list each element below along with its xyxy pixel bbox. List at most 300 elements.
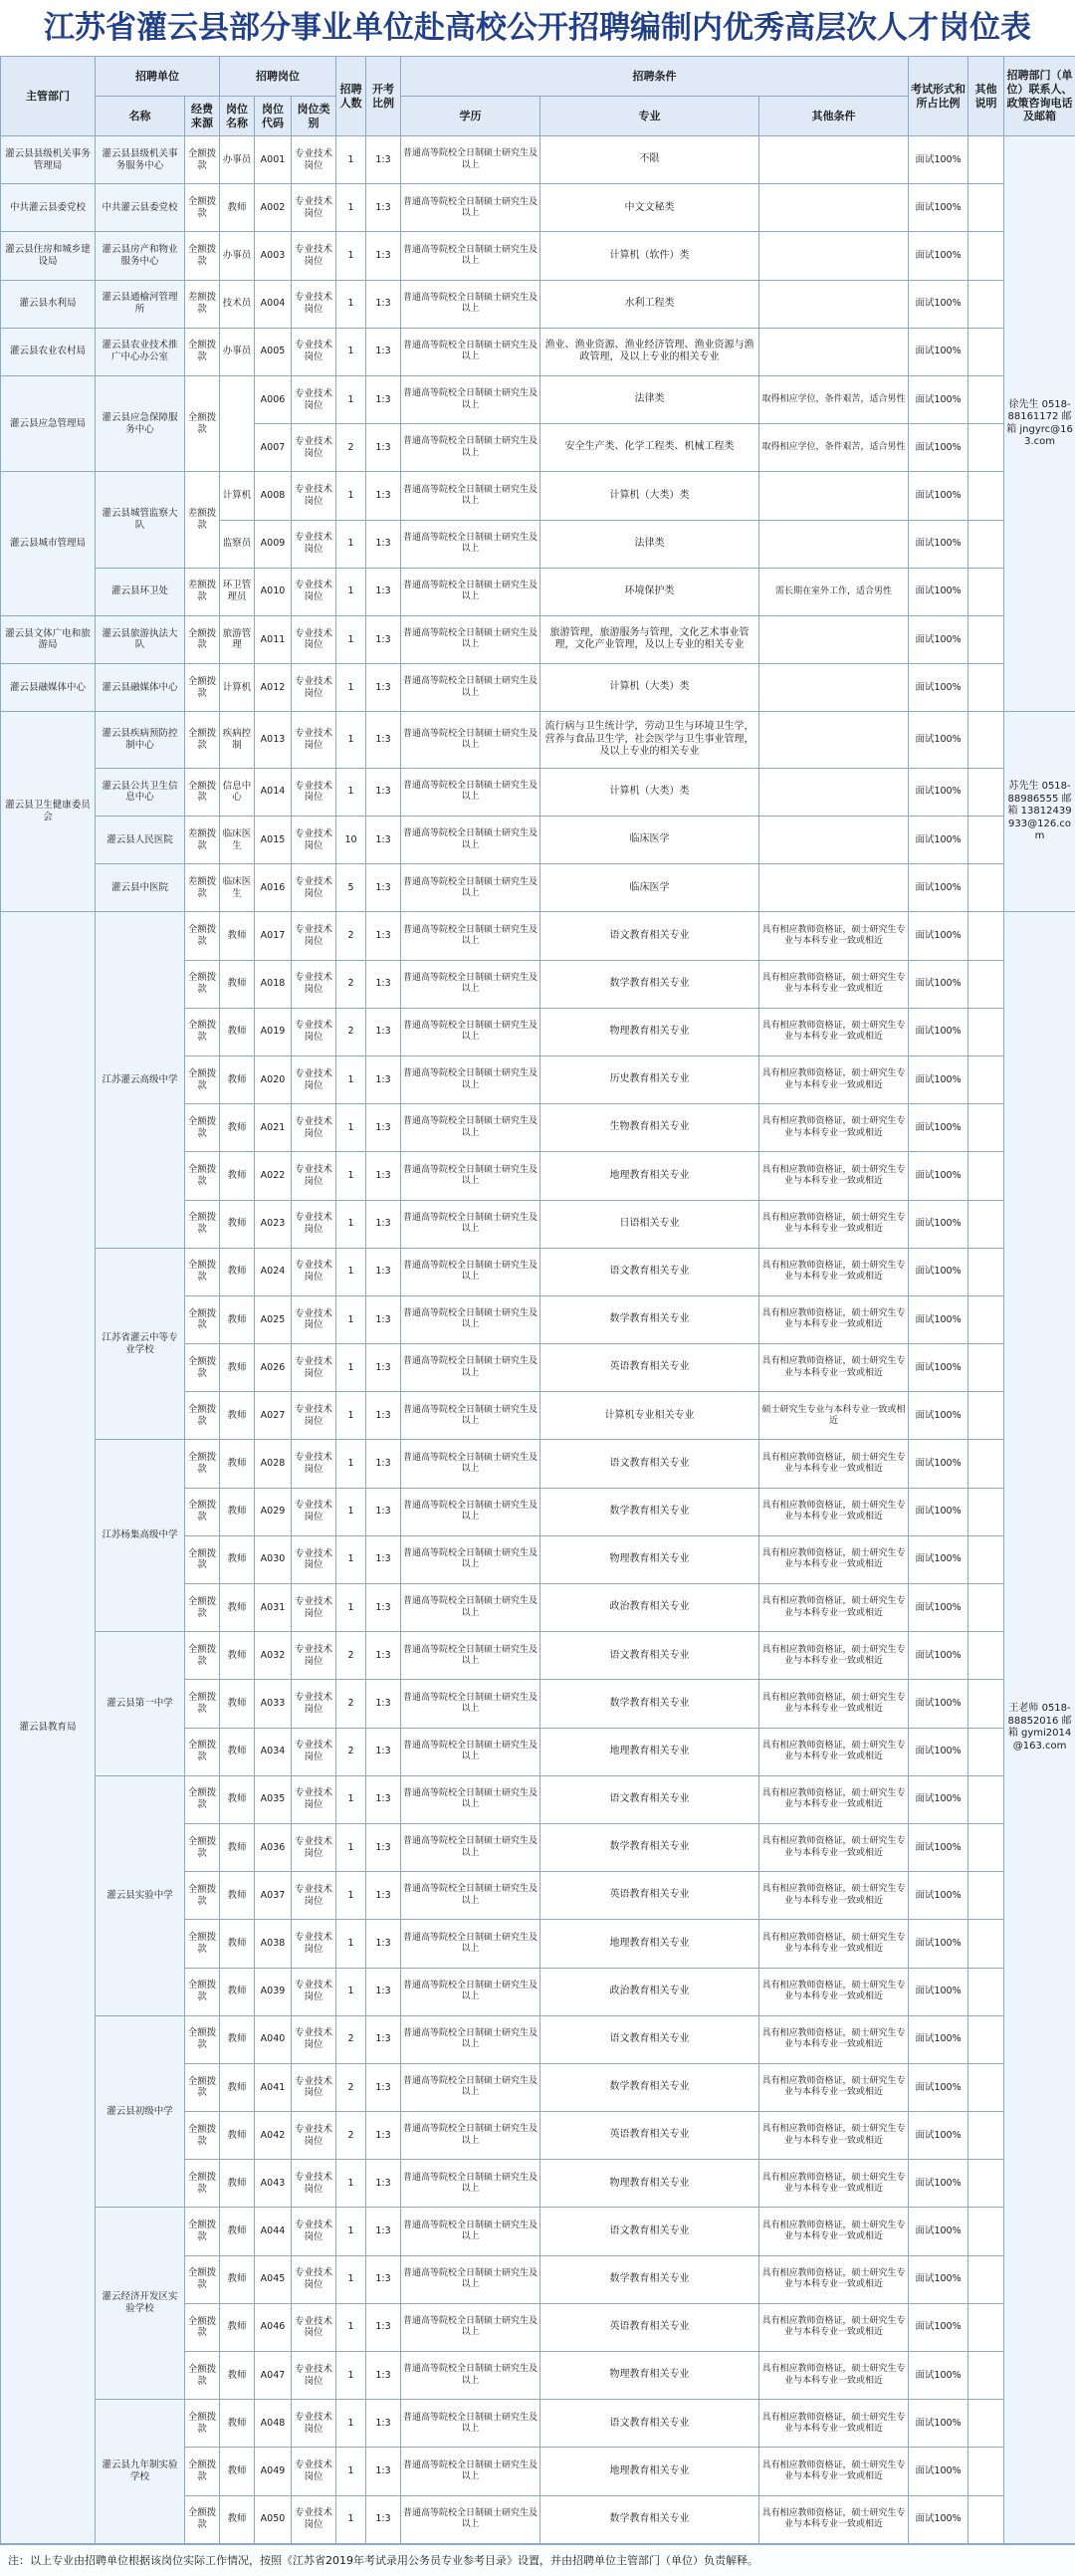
count-cell: 1 [336, 328, 366, 375]
education-cell: 普通高等院校全日制硕士研究生及以上 [401, 424, 540, 472]
fund-cell: 全额拨款 [185, 768, 220, 816]
remark-cell [968, 2303, 1004, 2351]
post-code-cell: A004 [255, 280, 292, 328]
post-name-cell: 教师 [220, 1920, 255, 1968]
unit-name-cell: 灌云县环卫处 [96, 568, 185, 615]
other-conditions-cell: 具有相应教师资格证，硕士研究生专业与本科专业一致或相近 [759, 1104, 909, 1152]
count-cell: 1 [336, 472, 366, 520]
exam-cell: 面试100% [909, 1055, 968, 1103]
major-cell: 物理教育相关专业 [540, 2352, 759, 2400]
major-cell: 数学教育相关专业 [540, 2255, 759, 2303]
education-cell: 普通高等院校全日制硕士研究生及以上 [401, 1055, 540, 1103]
table-row [1, 2400, 1075, 2448]
post-name-cell: 教师 [220, 1200, 255, 1248]
exam-cell: 面试100% [909, 1823, 968, 1871]
post-type-cell: 专业技术岗位 [292, 1248, 336, 1295]
education-cell: 普通高等院校全日制硕士研究生及以上 [401, 1823, 540, 1871]
major-cell: 法律类 [540, 520, 759, 568]
other-conditions-cell: 具有相应教师资格证，硕士研究生专业与本科专业一致或相近 [759, 2448, 909, 2495]
post-name-cell: 教师 [220, 2208, 255, 2255]
education-cell: 普通高等院校全日制硕士研究生及以上 [401, 375, 540, 423]
dept-cell: 灌云县卫生健康委员会 [1, 712, 96, 912]
other-conditions-cell: 具有相应教师资格证，硕士研究生专业与本科专业一致或相近 [759, 1488, 909, 1535]
post-code-cell: A016 [255, 864, 292, 912]
education-cell: 普通高等院校全日制硕士研究生及以上 [401, 1488, 540, 1535]
major-cell: 水利工程类 [540, 280, 759, 328]
post-code-cell: A018 [255, 960, 292, 1008]
fund-cell: 全额拨款 [185, 1823, 220, 1871]
major-cell: 物理教育相关专业 [540, 2160, 759, 2208]
count-cell: 1 [336, 1775, 366, 1823]
table-header [1, 57, 1075, 136]
major-cell: 数学教育相关专业 [540, 960, 759, 1008]
dept-cell: 灌云县城市管理局 [1, 472, 96, 616]
ratio-cell: 1:3 [366, 2255, 401, 2303]
post-type-cell: 专业技术岗位 [292, 2400, 336, 2448]
exam-cell: 面试100% [909, 615, 968, 663]
exam-cell: 面试100% [909, 2303, 968, 2351]
exam-cell: 面试100% [909, 232, 968, 280]
post-type-cell: 专业技术岗位 [292, 2112, 336, 2160]
post-type-cell: 专业技术岗位 [292, 1920, 336, 1968]
count-cell: 2 [336, 2112, 366, 2160]
table-row [1, 817, 1075, 864]
post-name-cell: 教师 [220, 1008, 255, 1055]
post-type-cell: 专业技术岗位 [292, 768, 336, 816]
post-name-cell: 教师 [220, 2063, 255, 2111]
post-type-cell: 专业技术岗位 [292, 2255, 336, 2303]
count-cell: 1 [336, 1104, 366, 1152]
post-code-cell: A033 [255, 1680, 292, 1728]
exam-cell: 面试100% [909, 2448, 968, 2495]
remark-cell [968, 712, 1004, 769]
post-code-cell: A043 [255, 2160, 292, 2208]
post-type-cell: 专业技术岗位 [292, 1775, 336, 1823]
post-name-cell: 监察员 [220, 520, 255, 568]
major-cell: 安全生产类、化学工程类、机械工程类 [540, 424, 759, 472]
post-code-cell: A047 [255, 2352, 292, 2400]
remark-cell [968, 1152, 1004, 1200]
unit-name-cell: 灌云县农业技术推广中心办公室 [96, 328, 185, 375]
remark-cell [968, 1775, 1004, 1823]
post-code-cell: A042 [255, 2112, 292, 2160]
count-cell: 1 [336, 1920, 366, 1968]
major-cell: 计算机（大类）类 [540, 664, 759, 712]
dept-cell: 灌云县应急管理局 [1, 375, 96, 471]
major-cell: 政治教育相关专业 [540, 1968, 759, 2015]
remark-cell [968, 2015, 1004, 2063]
dept-cell: 灌云县水利局 [1, 280, 96, 328]
remark-cell [968, 568, 1004, 615]
post-name-cell: 办事员 [220, 136, 255, 184]
education-cell: 普通高等院校全日制硕士研究生及以上 [401, 232, 540, 280]
post-code-cell: A040 [255, 2015, 292, 2063]
other-conditions-cell [759, 520, 909, 568]
count-cell: 1 [336, 136, 366, 184]
post-name-cell: 教师 [220, 1535, 255, 1583]
exam-cell: 面试100% [909, 328, 968, 375]
dept-cell: 灌云县教育局 [1, 912, 96, 2544]
ratio-cell: 1:3 [366, 2063, 401, 2111]
fund-cell: 全额拨款 [185, 664, 220, 712]
post-type-cell: 专业技术岗位 [292, 1295, 336, 1343]
fund-cell: 全额拨款 [185, 1200, 220, 1248]
remark-cell [968, 1392, 1004, 1440]
ratio-cell: 1:3 [366, 1535, 401, 1583]
other-conditions-cell [759, 232, 909, 280]
other-conditions-cell [759, 712, 909, 769]
exam-cell: 面试100% [909, 1728, 968, 1775]
other-conditions-cell: 具有相应教师资格证，硕士研究生专业与本科专业一致或相近 [759, 1823, 909, 1871]
count-cell: 1 [336, 2303, 366, 2351]
unit-name-cell: 灌云县公共卫生信息中心 [96, 768, 185, 816]
other-conditions-cell: 具有相应教师资格证，硕士研究生专业与本科专业一致或相近 [759, 2352, 909, 2400]
ratio-cell: 1:3 [366, 864, 401, 912]
other-conditions-cell: 需长期在室外工作，适合男性 [759, 568, 909, 615]
count-cell: 1 [336, 280, 366, 328]
other-conditions-cell: 具有相应教师资格证，硕士研究生专业与本科专业一致或相近 [759, 1200, 909, 1248]
count-cell: 2 [336, 2063, 366, 2111]
table-row [1, 2208, 1075, 2255]
post-type-cell: 专业技术岗位 [292, 1392, 336, 1440]
unit-name-cell: 灌云县九年制实验学校 [96, 2400, 185, 2544]
other-conditions-cell: 具有相应教师资格证，硕士研究生专业与本科专业一致或相近 [759, 2112, 909, 2160]
header-other: 其他条件 [759, 97, 909, 136]
fund-cell: 全额拨款 [185, 328, 220, 375]
post-code-cell: A037 [255, 1872, 292, 1920]
post-code-cell: A039 [255, 1968, 292, 2015]
fund-cell: 全额拨款 [185, 1968, 220, 2015]
major-cell: 流行病与卫生统计学，劳动卫生与环境卫生学，营养与食品卫生学，社会医学与卫生事业管理，及以上专业的相关专业 [540, 712, 759, 769]
ratio-cell: 1:3 [366, 2448, 401, 2495]
major-cell: 旅游管理，旅游服务与管理，文化艺术事业管理，文化产业管理，及以上专业的相关专业 [540, 615, 759, 663]
post-code-cell: A013 [255, 712, 292, 769]
fund-cell: 全额拨款 [185, 1920, 220, 1968]
remark-cell [968, 1008, 1004, 1055]
ratio-cell: 1:3 [366, 328, 401, 375]
post-type-cell: 专业技术岗位 [292, 280, 336, 328]
education-cell: 普通高等院校全日制硕士研究生及以上 [401, 1584, 540, 1632]
education-cell: 普通高等院校全日制硕士研究生及以上 [401, 2448, 540, 2495]
table-row [1, 136, 1075, 184]
major-cell: 英语教育相关专业 [540, 1872, 759, 1920]
post-code-cell: A001 [255, 136, 292, 184]
exam-cell: 面试100% [909, 375, 968, 423]
contact-cell: 王老师 0518-88852016 邮箱 gymi2014@163.com [1004, 912, 1075, 2544]
post-type-cell: 专业技术岗位 [292, 960, 336, 1008]
post-name-cell: 教师 [220, 1584, 255, 1632]
count-cell: 1 [336, 1535, 366, 1583]
post-code-cell: A045 [255, 2255, 292, 2303]
exam-cell: 面试100% [909, 184, 968, 232]
count-cell: 1 [336, 1152, 366, 1200]
exam-cell: 面试100% [909, 2255, 968, 2303]
other-conditions-cell: 具有相应教师资格证，硕士研究生专业与本科专业一致或相近 [759, 2255, 909, 2303]
count-cell: 1 [336, 184, 366, 232]
education-cell: 普通高等院校全日制硕士研究生及以上 [401, 1295, 540, 1343]
remark-cell [968, 1440, 1004, 1488]
fund-cell: 全额拨款 [185, 1440, 220, 1488]
ratio-cell: 1:3 [366, 1680, 401, 1728]
count-cell: 1 [336, 520, 366, 568]
fund-cell: 全额拨款 [185, 960, 220, 1008]
remark-cell [968, 1248, 1004, 1295]
header-conditions-group: 招聘条件 [401, 57, 909, 97]
post-type-cell: 专业技术岗位 [292, 1632, 336, 1680]
other-conditions-cell: 具有相应教师资格证，硕士研究生专业与本科专业一致或相近 [759, 2303, 909, 2351]
fund-cell: 全额拨款 [185, 1008, 220, 1055]
remark-cell [968, 768, 1004, 816]
table-row [1, 280, 1075, 328]
count-cell: 1 [336, 232, 366, 280]
other-conditions-cell [759, 615, 909, 663]
unit-name-cell: 灌云县城管监察大队 [96, 472, 185, 568]
dept-cell: 灌云县文体广电和旅游局 [1, 615, 96, 663]
post-type-cell: 专业技术岗位 [292, 1680, 336, 1728]
post-name-cell: 教师 [220, 1728, 255, 1775]
header-unit-name: 名称 [96, 97, 185, 136]
count-cell: 2 [336, 1728, 366, 1775]
unit-name-cell: 灌云县第一中学 [96, 1632, 185, 1776]
post-name-cell: 教师 [220, 1295, 255, 1343]
post-name-cell: 教师 [220, 1968, 255, 2015]
ratio-cell: 1:3 [366, 2400, 401, 2448]
header-post-name: 岗位名称 [220, 97, 255, 136]
post-name-cell: 教师 [220, 1632, 255, 1680]
fund-cell: 全额拨款 [185, 2160, 220, 2208]
post-type-cell: 专业技术岗位 [292, 1104, 336, 1152]
table-row [1, 472, 1075, 520]
unit-name-cell: 中共灌云县委党校 [96, 184, 185, 232]
post-type-cell: 专业技术岗位 [292, 1152, 336, 1200]
count-cell: 2 [336, 2015, 366, 2063]
education-cell: 普通高等院校全日制硕士研究生及以上 [401, 1248, 540, 1295]
ratio-cell: 1:3 [366, 1392, 401, 1440]
education-cell: 普通高等院校全日制硕士研究生及以上 [401, 1392, 540, 1440]
exam-cell: 面试100% [909, 424, 968, 472]
remark-cell [968, 1535, 1004, 1583]
education-cell: 普通高等院校全日制硕士研究生及以上 [401, 768, 540, 816]
remark-cell [968, 2112, 1004, 2160]
education-cell: 普通高等院校全日制硕士研究生及以上 [401, 1632, 540, 1680]
post-type-cell: 专业技术岗位 [292, 328, 336, 375]
exam-cell: 面试100% [909, 472, 968, 520]
other-conditions-cell: 具有相应教师资格证，硕士研究生专业与本科专业一致或相近 [759, 1728, 909, 1775]
post-type-cell: 专业技术岗位 [292, 520, 336, 568]
ratio-cell: 1:3 [366, 1968, 401, 2015]
major-cell: 计算机专业相关专业 [540, 1392, 759, 1440]
post-code-cell: A021 [255, 1104, 292, 1152]
other-conditions-cell: 具有相应教师资格证，硕士研究生专业与本科专业一致或相近 [759, 960, 909, 1008]
ratio-cell: 1:3 [366, 424, 401, 472]
exam-cell: 面试100% [909, 1632, 968, 1680]
other-conditions-cell: 具有相应教师资格证，硕士研究生专业与本科专业一致或相近 [759, 1152, 909, 1200]
other-conditions-cell: 硕士研究生专业与本科专业一致或相近 [759, 1392, 909, 1440]
post-code-cell: A049 [255, 2448, 292, 2495]
fund-cell: 全额拨款 [185, 1248, 220, 1295]
fund-cell: 全额拨款 [185, 2255, 220, 2303]
education-cell: 普通高等院校全日制硕士研究生及以上 [401, 960, 540, 1008]
remark-cell [968, 472, 1004, 520]
other-conditions-cell [759, 817, 909, 864]
post-type-cell: 专业技术岗位 [292, 568, 336, 615]
fund-cell: 差额拨款 [185, 568, 220, 615]
fund-cell: 全额拨款 [185, 375, 220, 471]
remark-cell [968, 424, 1004, 472]
education-cell: 普通高等院校全日制硕士研究生及以上 [401, 1680, 540, 1728]
count-cell: 10 [336, 817, 366, 864]
other-conditions-cell: 具有相应教师资格证，硕士研究生专业与本科专业一致或相近 [759, 1535, 909, 1583]
major-cell: 计算机（软件）类 [540, 232, 759, 280]
unit-name-cell: 灌云县应急保障服务中心 [96, 375, 185, 471]
count-cell: 1 [336, 568, 366, 615]
post-code-cell: A009 [255, 520, 292, 568]
post-type-cell: 专业技术岗位 [292, 1008, 336, 1055]
contact-cell: 徐先生 0518-88161172 邮箱 jngyrc@163.com [1004, 136, 1075, 712]
fund-cell: 全额拨款 [185, 1872, 220, 1920]
post-name-cell: 教师 [220, 912, 255, 960]
ratio-cell: 1:3 [366, 768, 401, 816]
post-name-cell: 教师 [220, 1775, 255, 1823]
other-conditions-cell [759, 864, 909, 912]
post-name-cell: 教师 [220, 2015, 255, 2063]
education-cell: 普通高等院校全日制硕士研究生及以上 [401, 664, 540, 712]
ratio-cell: 1:3 [366, 1152, 401, 1200]
header-major: 专业 [540, 97, 759, 136]
other-conditions-cell [759, 280, 909, 328]
fund-cell: 全额拨款 [185, 2495, 220, 2543]
fund-cell: 全额拨款 [185, 1152, 220, 1200]
other-conditions-cell [759, 136, 909, 184]
post-type-cell: 专业技术岗位 [292, 2352, 336, 2400]
post-name-cell: 临床医生 [220, 817, 255, 864]
other-conditions-cell: 具有相应教师资格证，硕士研究生专业与本科专业一致或相近 [759, 1440, 909, 1488]
post-type-cell: 专业技术岗位 [292, 1055, 336, 1103]
post-type-cell: 专业技术岗位 [292, 712, 336, 769]
count-cell: 2 [336, 1008, 366, 1055]
count-cell: 1 [336, 2448, 366, 2495]
post-name-cell: 教师 [220, 1392, 255, 1440]
other-conditions-cell: 具有相应教师资格证，硕士研究生专业与本科专业一致或相近 [759, 1295, 909, 1343]
remark-cell [968, 1104, 1004, 1152]
post-type-cell: 专业技术岗位 [292, 375, 336, 423]
major-cell: 地理教育相关专业 [540, 2448, 759, 2495]
table-row [1, 2015, 1075, 2063]
ratio-cell: 1:3 [366, 1295, 401, 1343]
education-cell: 普通高等院校全日制硕士研究生及以上 [401, 2015, 540, 2063]
header-post-group: 招聘岗位 [220, 57, 336, 97]
major-cell: 数学教育相关专业 [540, 1823, 759, 1871]
ratio-cell: 1:3 [366, 1823, 401, 1871]
count-cell: 1 [336, 768, 366, 816]
other-conditions-cell: 具有相应教师资格证，硕士研究生专业与本科专业一致或相近 [759, 1055, 909, 1103]
fund-cell: 全额拨款 [185, 2303, 220, 2351]
table-row [1, 1775, 1075, 1823]
count-cell: 1 [336, 2352, 366, 2400]
post-name-cell: 计算机 [220, 664, 255, 712]
education-cell: 普通高等院校全日制硕士研究生及以上 [401, 1344, 540, 1392]
post-name-cell: 教师 [220, 1488, 255, 1535]
post-code-cell: A007 [255, 424, 292, 472]
post-code-cell: A044 [255, 2208, 292, 2255]
remark-cell [968, 1584, 1004, 1632]
post-code-cell: A035 [255, 1775, 292, 1823]
post-name-cell: 办事员 [220, 232, 255, 280]
fund-cell: 全额拨款 [185, 232, 220, 280]
fund-cell: 全额拨款 [185, 2352, 220, 2400]
dept-cell: 灌云县住房和城乡建设局 [1, 232, 96, 280]
exam-cell: 面试100% [909, 1535, 968, 1583]
count-cell: 1 [336, 664, 366, 712]
other-conditions-cell: 具有相应教师资格证，硕士研究生专业与本科专业一致或相近 [759, 912, 909, 960]
exam-cell: 面试100% [909, 1920, 968, 1968]
dept-cell: 灌云县农业农村局 [1, 328, 96, 375]
other-conditions-cell: 取得相应学位，条件艰苦，适合男性 [759, 424, 909, 472]
ratio-cell: 1:3 [366, 568, 401, 615]
unit-name-cell: 灌云经济开发区实验学校 [96, 2208, 185, 2400]
table-row [1, 912, 1075, 960]
job-table-container [0, 56, 1075, 2576]
post-name-cell: 教师 [220, 1680, 255, 1728]
ratio-cell: 1:3 [366, 136, 401, 184]
post-name-cell: 计算机 [220, 472, 255, 520]
unit-name-cell: 灌云县实验中学 [96, 1775, 185, 2015]
remark-cell [968, 375, 1004, 423]
unit-name-cell: 灌云县县级机关事务服务中心 [96, 136, 185, 184]
exam-cell: 面试100% [909, 712, 968, 769]
post-type-cell: 专业技术岗位 [292, 2495, 336, 2543]
header-unit-group: 招聘单位 [96, 57, 220, 97]
post-code-cell: A019 [255, 1008, 292, 1055]
post-code-cell: A005 [255, 328, 292, 375]
major-cell: 环境保护类 [540, 568, 759, 615]
ratio-cell: 1:3 [366, 1872, 401, 1920]
job-table [0, 56, 1075, 2544]
exam-cell: 面试100% [909, 2160, 968, 2208]
post-type-cell: 专业技术岗位 [292, 232, 336, 280]
other-conditions-cell: 具有相应教师资格证，硕士研究生专业与本科专业一致或相近 [759, 1248, 909, 1295]
count-cell: 1 [336, 2160, 366, 2208]
post-code-cell: A046 [255, 2303, 292, 2351]
post-name-cell: 教师 [220, 1823, 255, 1871]
exam-cell: 面试100% [909, 1295, 968, 1343]
major-cell: 语文教育相关专业 [540, 2400, 759, 2448]
exam-cell: 面试100% [909, 864, 968, 912]
other-conditions-cell [759, 472, 909, 520]
remark-cell [968, 1920, 1004, 1968]
post-code-cell: A012 [255, 664, 292, 712]
education-cell: 普通高等院校全日制硕士研究生及以上 [401, 472, 540, 520]
major-cell: 渔业、渔业资源、渔业经济管理、渔业资源与渔政管理，及以上专业的相关专业 [540, 328, 759, 375]
post-code-cell: A003 [255, 232, 292, 280]
ratio-cell: 1:3 [366, 472, 401, 520]
post-type-cell: 专业技术岗位 [292, 2015, 336, 2063]
education-cell: 普通高等院校全日制硕士研究生及以上 [401, 1775, 540, 1823]
post-code-cell: A006 [255, 375, 292, 423]
other-conditions-cell: 取得相应学位，条件艰苦，适合男性 [759, 375, 909, 423]
exam-cell: 面试100% [909, 568, 968, 615]
major-cell: 语文教育相关专业 [540, 1632, 759, 1680]
dept-cell: 灌云县县级机关事务管理局 [1, 136, 96, 184]
major-cell: 临床医学 [540, 817, 759, 864]
fund-cell: 全额拨款 [185, 1775, 220, 1823]
ratio-cell: 1:3 [366, 1344, 401, 1392]
major-cell: 数学教育相关专业 [540, 1295, 759, 1343]
remark-cell [968, 1968, 1004, 2015]
education-cell: 普通高等院校全日制硕士研究生及以上 [401, 2063, 540, 2111]
unit-name-cell: 灌云县中医院 [96, 864, 185, 912]
major-cell: 语文教育相关专业 [540, 912, 759, 960]
